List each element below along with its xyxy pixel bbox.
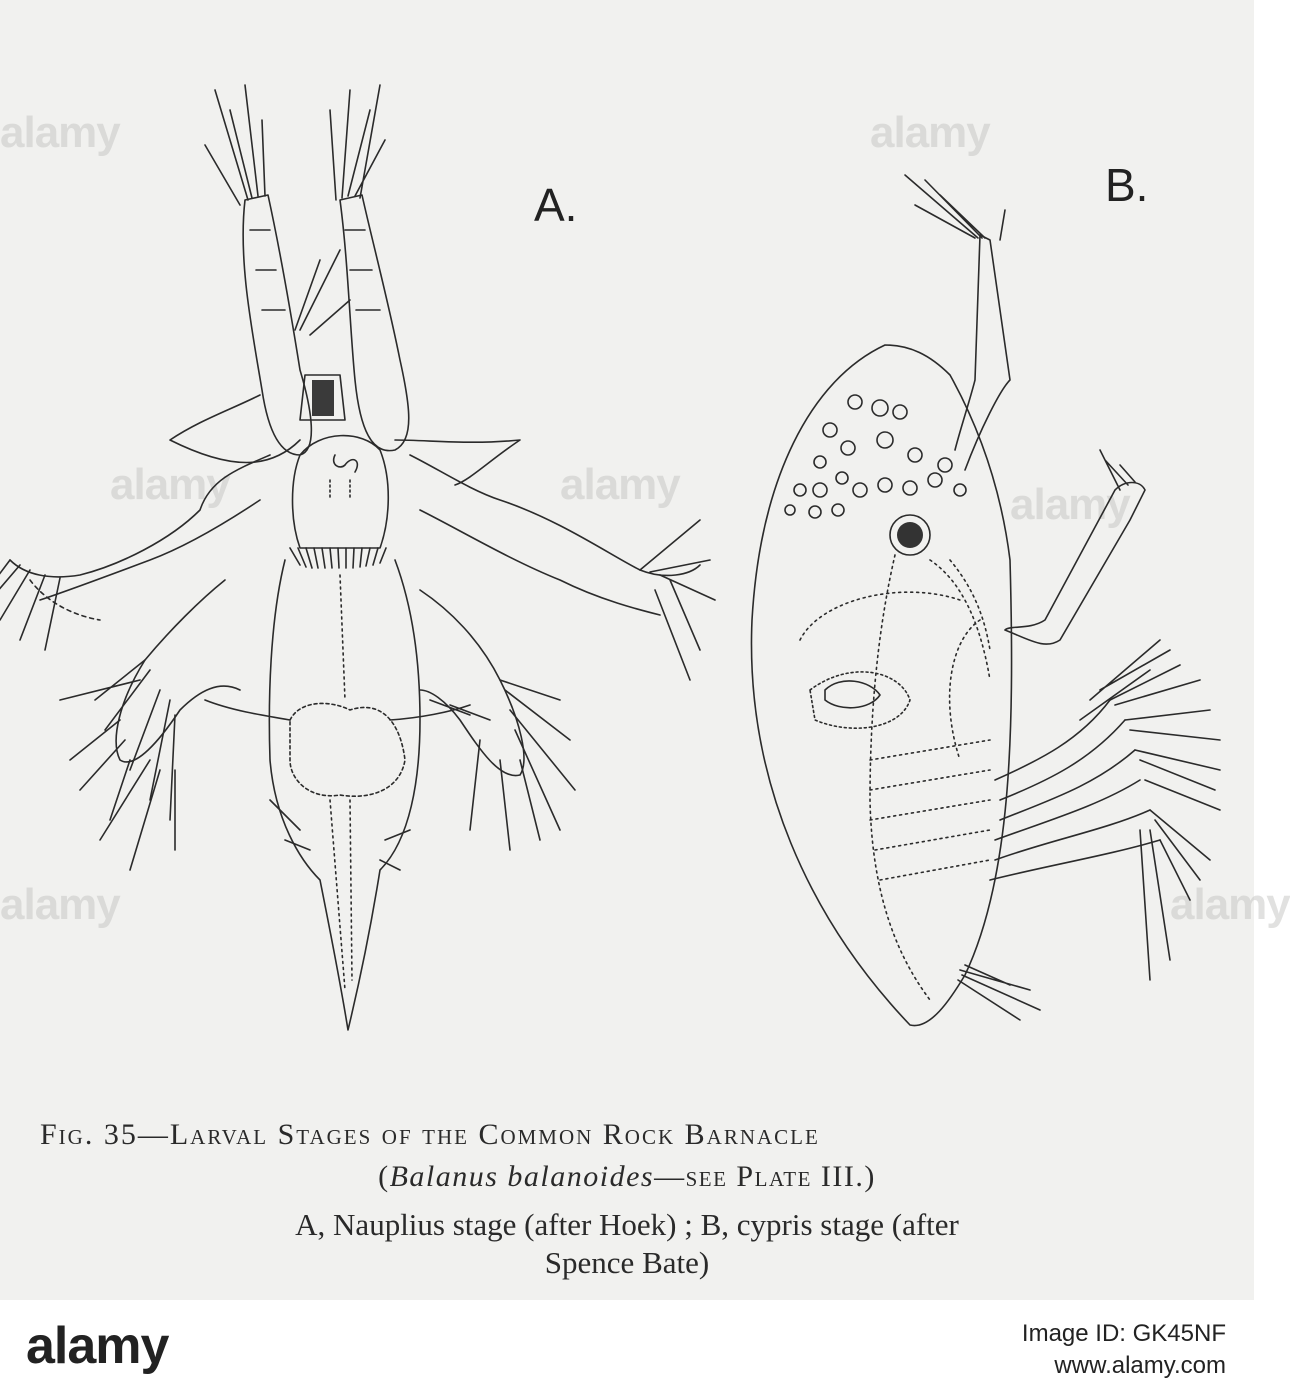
watermark: alamy — [0, 108, 120, 157]
site-url: www.alamy.com — [1054, 1352, 1226, 1379]
caption-subtitle — [0, 1160, 1254, 1194]
watermark: alamy — [870, 108, 990, 157]
nauplius-drawing — [0, 85, 715, 1030]
cypris-drawing — [751, 175, 1220, 1026]
image-id: Image ID: GK45NF — [1021, 1320, 1226, 1347]
watermark: alamy — [1010, 480, 1130, 529]
watermark: alamy — [560, 460, 680, 509]
species-name: Balanus balanoides — [389, 1160, 655, 1193]
caption-desc-line-1: A, Nauplius stage (after Hoek) ; B, cypris stage (after — [295, 1207, 959, 1242]
panel-label-a: A. — [534, 179, 578, 231]
watermark: alamy — [110, 460, 230, 509]
alamy-logo: alamy — [26, 1317, 169, 1375]
caption-description — [0, 1206, 1254, 1282]
stock-footer-bar — [0, 1300, 1254, 1390]
caption-sub-suffix: —see Plate III.) — [654, 1160, 876, 1193]
watermark: alamy — [0, 880, 120, 929]
caption-title: Fig. 35—Larval Stages of the Common Rock Barnacle — [40, 1118, 820, 1151]
caption-sub-prefix: ( — [378, 1160, 390, 1193]
caption-desc-line-2: Spence Bate) — [544, 1245, 710, 1280]
panel-label-b: B. — [1105, 159, 1149, 211]
watermark: alamy — [1170, 880, 1290, 929]
